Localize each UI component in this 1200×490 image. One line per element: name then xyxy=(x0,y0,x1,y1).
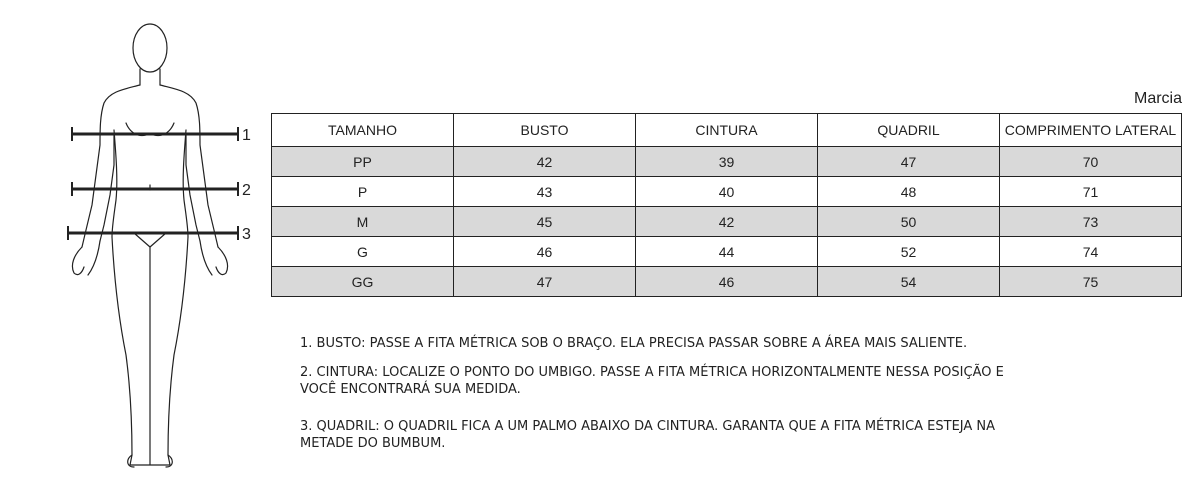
table-cell: 74 xyxy=(1000,237,1182,267)
table-cell: 44 xyxy=(636,237,818,267)
figure-right-hand xyxy=(200,241,228,275)
table-cell: 54 xyxy=(818,267,1000,297)
table-cell: 46 xyxy=(636,267,818,297)
figure-head xyxy=(133,24,167,72)
table-cell: 47 xyxy=(454,267,636,297)
table-cell: 50 xyxy=(818,207,1000,237)
table-cell: 42 xyxy=(454,147,636,177)
table-cell: 73 xyxy=(1000,207,1182,237)
figure-torso-sides xyxy=(112,130,188,237)
body-measurement-figure xyxy=(60,15,250,475)
table-row xyxy=(272,267,1182,297)
table-row xyxy=(272,177,1182,207)
figure-crotch xyxy=(134,233,166,247)
header-side-length: COMPRIMENTO LATERAL xyxy=(1000,114,1182,147)
table-cell: 45 xyxy=(454,207,636,237)
model-name: Marcia xyxy=(1133,90,1182,107)
header-hip: QUADRIL xyxy=(818,114,1000,147)
instruction-waist: 2. CINTURA: LOCALIZE O PONTO DO UMBIGO. PASSE A FITA MÉTRICA HORIZONTALMENTE NESSA POSIÇÃO E VOCÊ ENCONTRARÁ SUA MEDIDA. xyxy=(300,365,1004,397)
table-header-row xyxy=(272,114,1182,147)
header-size: TAMANHO xyxy=(272,114,454,147)
size-table xyxy=(271,113,1182,297)
table-cell: 47 xyxy=(818,147,1000,177)
hip-marker-number: 3 xyxy=(242,226,251,243)
table-cell: 75 xyxy=(1000,267,1182,297)
bust-marker-number: 1 xyxy=(242,127,251,144)
header-bust: BUSTO xyxy=(454,114,636,147)
table-cell: M xyxy=(272,207,454,237)
table-cell: 43 xyxy=(454,177,636,207)
table-cell: 42 xyxy=(636,207,818,237)
waist-marker-number: 2 xyxy=(242,182,251,199)
table-cell: 52 xyxy=(818,237,1000,267)
table-cell: PP xyxy=(272,147,454,177)
table-cell: 71 xyxy=(1000,177,1182,207)
table-cell: G xyxy=(272,237,454,267)
measurement-instructions xyxy=(300,335,1020,464)
instruction-bust: 1. BUSTO: PASSE A FITA MÉTRICA SOB O BRAÇO. ELA PRECISA PASSAR SOBRE A ÁREA MAIS SALIENTE. xyxy=(300,336,968,351)
table-cell: 70 xyxy=(1000,147,1182,177)
table-cell: 40 xyxy=(636,177,818,207)
table-cell: P xyxy=(272,177,454,207)
figure-legs xyxy=(112,237,188,465)
table-row xyxy=(272,207,1182,237)
table-row xyxy=(272,147,1182,177)
figure-torso xyxy=(82,85,218,247)
header-waist: CINTURA xyxy=(636,114,818,147)
figure-left-hand xyxy=(72,241,100,275)
instruction-hip: 3. QUADRIL: O QUADRIL FICA A UM PALMO ABAIXO DA CINTURA. GARANTA QUE A FITA MÉTRICA ESTEJA NA METADE DO BUMBUM. xyxy=(300,419,996,451)
table-cell: 46 xyxy=(454,237,636,267)
table-cell: GG xyxy=(272,267,454,297)
table-cell: 39 xyxy=(636,147,818,177)
table-row xyxy=(272,237,1182,267)
table-cell: 48 xyxy=(818,177,1000,207)
